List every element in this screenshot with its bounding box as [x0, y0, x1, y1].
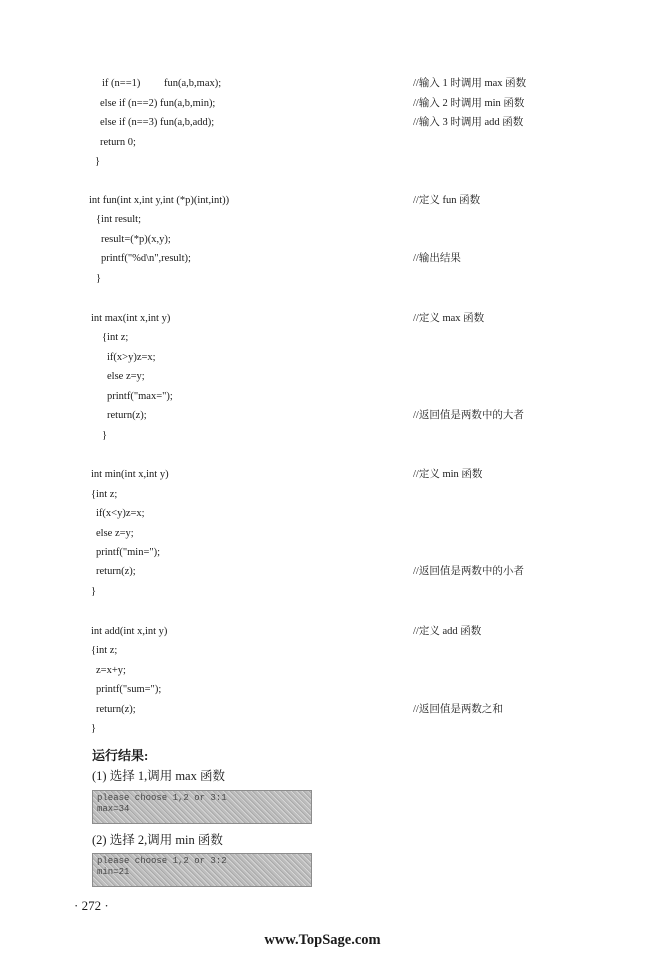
code-comment: //定义 fun 函数	[413, 195, 481, 206]
code-comment: //返回值是两数之和	[413, 704, 503, 715]
console-screenshot	[92, 790, 312, 824]
code-line: else z=y;	[107, 371, 145, 382]
code-line: {int z;	[91, 645, 118, 656]
code-line: int fun(int x,int y,int (*p)(int,int))	[89, 195, 230, 206]
result-caption: (1) 选择 1,调用 max 函数	[92, 769, 225, 783]
code-comment: //定义 min 函数	[413, 469, 483, 480]
code-line: return 0;	[100, 137, 136, 148]
code-line: else if (n==2) fun(a,b,min);	[100, 98, 216, 109]
code-line: printf("sum=");	[96, 684, 162, 695]
code-line: z=x+y;	[96, 665, 126, 676]
code-line: int add(int x,int y)	[91, 626, 168, 637]
code-comment: //定义 max 函数	[413, 313, 485, 324]
console-line: please choose 1,2 or 3:2	[97, 856, 227, 866]
page-number: · 272 ·	[74, 898, 109, 913]
code-line: {int result;	[96, 214, 141, 225]
code-line: }	[95, 156, 101, 167]
code-line: int min(int x,int y)	[91, 469, 169, 480]
code-line: }	[96, 273, 102, 284]
console-line: min=21	[97, 867, 130, 877]
code-comment: //定义 add 函数	[413, 626, 482, 637]
code-line: else if (n==3) fun(a,b,add);	[100, 117, 215, 128]
code-comment: //返回值是两数中的小者	[413, 566, 524, 577]
result-caption: (2) 选择 2,调用 min 函数	[92, 833, 223, 847]
code-line: printf("%d\n",result);	[101, 253, 191, 264]
code-line: return(z);	[96, 566, 136, 577]
code-comment: //输入 3 时调用 add 函数	[413, 117, 524, 128]
console-screenshot	[92, 853, 312, 887]
code-comment: //返回值是两数中的大者	[413, 410, 524, 421]
code-line: }	[91, 723, 97, 734]
code-line: return(z);	[96, 704, 136, 715]
footer-url: www.TopSage.com	[264, 932, 381, 948]
code-comment: //输入 2 时调用 min 函数	[413, 98, 525, 109]
code-line: {int z;	[91, 489, 118, 500]
code-line: {int z;	[102, 332, 129, 343]
console-line: please choose 1,2 or 3:1	[97, 793, 227, 803]
code-line: if (n==1) fun(a,b,max);	[102, 78, 222, 89]
code-comment: //输入 1 时调用 max 函数	[413, 78, 527, 89]
code-line: result=(*p)(x,y);	[101, 234, 171, 245]
code-line: }	[102, 430, 108, 441]
code-comment: //输出结果	[413, 253, 461, 264]
results-heading: 运行结果:	[92, 748, 149, 763]
code-line: return(z);	[107, 410, 147, 421]
code-line: printf("min=");	[96, 547, 161, 558]
code-line: if(x<y)z=x;	[96, 508, 145, 519]
code-line: else z=y;	[96, 528, 134, 539]
code-line: }	[91, 586, 97, 597]
code-line: if(x>y)z=x;	[107, 352, 156, 363]
console-line: max=34	[97, 804, 130, 814]
code-line: int max(int x,int y)	[91, 313, 171, 324]
code-line: printf("max=");	[107, 391, 173, 402]
